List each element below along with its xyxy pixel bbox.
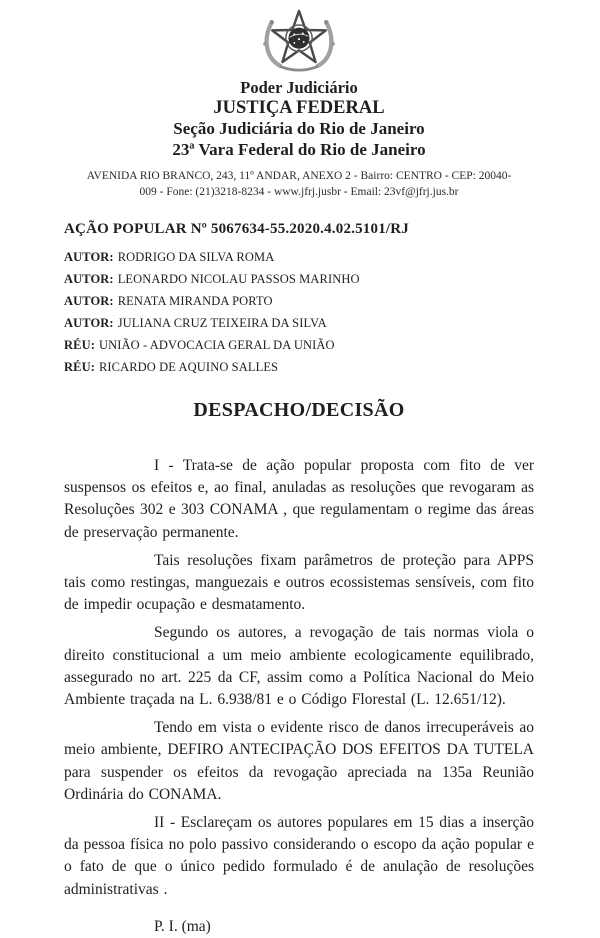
- party-name: RENATA MIRANDA PORTO: [117, 294, 273, 308]
- party-name: RICARDO DE AQUINO SALLES: [98, 360, 279, 374]
- party-name: RODRIGO DA SILVA ROMA: [117, 250, 275, 264]
- court-address-line-1: AVENIDA RIO BRANCO, 243, 11º ANDAR, ANEXO 2 - Bairro: CENTRO - CEP: 20040-: [86, 170, 512, 182]
- decision-body: [64, 455, 534, 938]
- party-row: [64, 361, 534, 374]
- decision-paragraph: Tais resoluções fixam parâmetros de proteção para APPS tais como restingas, manguezais e outros ecossistemas sensíveis, com fito de impedir ocupação e desmatamento.: [64, 551, 534, 614]
- court-address: [64, 169, 534, 200]
- court-address-line-2: 009 - Fone: (21)3218-8234 - www.jfrj.jusbr - Email: 23vf@jfrj.jus.br: [139, 185, 459, 198]
- party-row: [64, 339, 534, 352]
- institution-name: Poder Judiciário: [240, 78, 358, 97]
- party-role: AUTOR:: [64, 294, 114, 308]
- party-row: [64, 251, 534, 264]
- party-role: AUTOR:: [64, 316, 114, 330]
- brazil-coat-of-arms-icon: [252, 8, 346, 74]
- party-name: UNIÃO - ADVOCACIA GERAL DA UNIÃO: [98, 338, 335, 352]
- decision-title: DESPACHO/DECISÃO: [193, 399, 405, 421]
- judicial-section-name: Seção Judiciária do Rio de Janeiro: [173, 119, 425, 138]
- decision-paragraph: Segundo os autores, a revogação de tais normas viola o direito constitucional a um meio ambiente ecologicamente equilibrado, assegurado no art. 225 da CF, assim como a Política Nacional do Meio Ambiente traçada na L. 6.938/81 e o Código Florestal (L. 12.651/12).: [64, 624, 534, 709]
- party-role: AUTOR:: [64, 250, 114, 264]
- party-name: JULIANA CRUZ TEIXEIRA DA SILVA: [117, 316, 327, 330]
- case-number: AÇÃO POPULAR Nº 5067634-55.2020.4.02.5101/RJ: [64, 221, 409, 237]
- seal-container: [64, 8, 534, 74]
- decision-paragraph: Tendo em vista o evidente risco de danos irrecuperáveis ao meio ambiente, DEFIRO ANTECIPAÇÃO DOS EFEITOS DA TUTELA para suspender os efeitos da revogação apreciada na 135a Reunião Ordinária do CONAMA.: [64, 719, 534, 803]
- decision-closing-initials: P. I. (ma): [154, 917, 211, 935]
- party-row: [64, 295, 534, 308]
- branch-name: JUSTIÇA FEDERAL: [213, 98, 385, 118]
- party-role: AUTOR:: [64, 272, 114, 286]
- party-row: [64, 273, 534, 286]
- party-role: RÉU:: [64, 360, 95, 374]
- court-name: 23ª Vara Federal do Rio de Janeiro: [172, 139, 426, 159]
- document-header: [64, 8, 534, 200]
- parties-list: [64, 251, 534, 374]
- decision-paragraph: I - Trata-se de ação popular proposta com fito de ver suspensos os efeitos e, ao final, anuladas as resoluções que revogaram as Resoluções 302 e 303 CONAMA , que regulamentam o regime das áreas de preservação permanente.: [64, 457, 534, 541]
- party-row: [64, 317, 534, 330]
- decision-paragraph: II - Esclareçam os autores populares em 15 dias a inserção da pessoa física no polo passivo considerando o escopo da ação popular e o fato de que o único pedido formulado é de anulação de resoluções administrativas .: [64, 814, 534, 898]
- party-name: LEONARDO NICOLAU PASSOS MARINHO: [117, 272, 360, 286]
- party-role: RÉU:: [64, 338, 95, 352]
